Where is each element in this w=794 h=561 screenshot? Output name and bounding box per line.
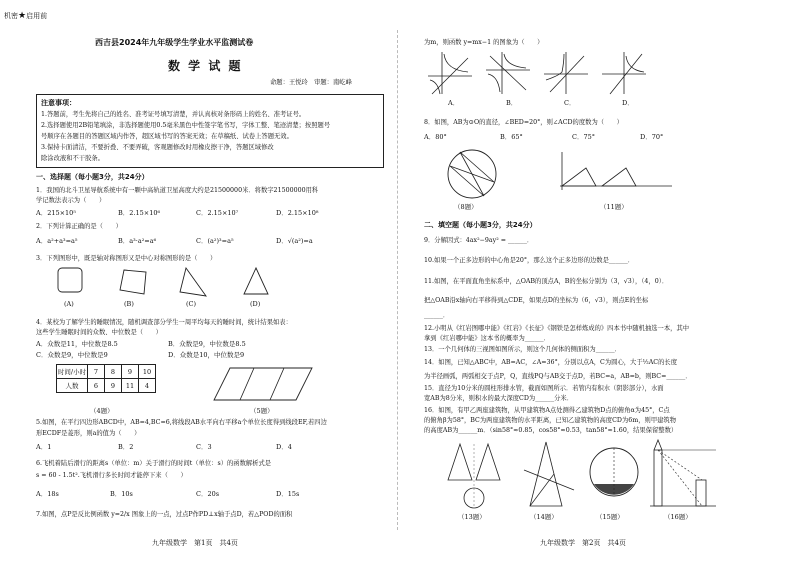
setters: 命题：王悦玲 审题：南屹峰 xyxy=(270,79,352,86)
q4-option-c: C．众数是9，中位数是9 xyxy=(36,351,108,359)
secret-mark xyxy=(4,11,47,21)
subject-title: 数 学 试 题 xyxy=(168,59,243,73)
buildings-figure-q16 xyxy=(648,436,718,510)
table-row xyxy=(57,365,156,379)
q5-stem: 形ECDF是菱形，则a的值为（ ） xyxy=(36,430,141,437)
graph-d xyxy=(602,52,646,94)
q15-caption: （15题） xyxy=(596,513,624,521)
q5-option-a: A．1 xyxy=(36,443,52,451)
q4-stem: 4．某校为了解学生的睡眠情况，随机调查部分学生一周平均每天的睡时间，统计结果如表： xyxy=(36,319,292,326)
notice-item: 除涂改液和不干胶条。 xyxy=(41,155,104,162)
table-cell: 时间/小时 xyxy=(57,365,88,379)
q6-option-a: A．18s xyxy=(36,490,59,498)
q16-stem: 16．如图，有甲乙两座建筑物，从甲建筑物A点处测得乙建筑物D点的俯角α为45°，C点 xyxy=(424,407,670,414)
page-divider xyxy=(397,30,398,530)
q5-option-d: D．4 xyxy=(276,443,292,451)
q1-stem: 1．我国的北斗卫星导航系统中有一颗中高轨道卫星高度大约是21500000米．将数字21500000用科 xyxy=(36,187,319,194)
isosceles-triangle-figure xyxy=(244,268,268,294)
q3-stem: 3．下列图形中，既是轴对称图形又是中心对称图形的是（ ） xyxy=(36,255,217,262)
q7-graphs xyxy=(428,50,668,96)
q7-label-c: C． xyxy=(564,99,576,107)
secret-label: 机密 xyxy=(4,12,18,20)
table-cell: 8 xyxy=(105,365,122,379)
q7-label-d: D． xyxy=(622,99,634,107)
q9-stem: 9．分解因式：4ax²−9ay² = ______． xyxy=(424,237,534,244)
table-cell: 10 xyxy=(139,365,156,379)
q4-caption: （4题） xyxy=(90,407,114,415)
q8-option-c: C．75° xyxy=(572,133,595,141)
q3-label-d: (D) xyxy=(250,300,261,308)
three-view-figure-q13 xyxy=(440,440,510,510)
section-2-heading: 二、填空题（每小题3分，共24分） xyxy=(424,221,537,229)
exam-title: 西吉县2024年九年级学生学业水平监测试卷 xyxy=(95,38,254,47)
q10-stem: 10.如果一个正多边形的中心角是20°，那么这个正多边形的边数是______． xyxy=(424,257,635,264)
footer-page-1: 九年级数学 第1页 共4页 xyxy=(152,539,238,547)
star-icon: ★ xyxy=(18,11,27,21)
q13-caption: （13题） xyxy=(458,513,486,521)
q6-option-c: C．20s xyxy=(196,490,220,498)
graph-a xyxy=(428,52,472,94)
q14-stem: 为半径画弧，两弧相交于点P，Q，直线PQ与AB交于点D，若BC=a，AB=b，则BC=______． xyxy=(424,373,692,380)
notice-item: 1.答题前，考生先将自己的姓名、准考证号填写清楚，并认真核对条形码上的姓名、准考证号。 xyxy=(41,111,306,118)
q2-option-c: C．(a²)³=a⁵ xyxy=(196,237,234,245)
q8-stem: 8．如图，AB为⊙O的直径，∠BED=20°，则∠ACD的度数为（ ） xyxy=(424,119,623,126)
table-cell: 7 xyxy=(88,365,105,379)
q3-label-b: (B) xyxy=(124,300,134,308)
q11-stem: ______． xyxy=(424,312,450,319)
quadrilateral-figure xyxy=(120,270,146,294)
q12-stem: 12.小明从《红岩图哪中能》《红岩》《长征》《钢铁是怎样炼成的》四本书中随机抽选一本，其中 xyxy=(424,325,690,332)
q6-stem: s = 60 - 1.5t².飞机滑行多长时间才能停下来（ ） xyxy=(36,472,187,479)
q11-stem: 把△OAB沿x轴向右平移得到△CDE，如果点D的坐标为（6，√3），则点E的坐标 xyxy=(424,297,649,304)
table-row xyxy=(57,379,156,393)
notice-title: 注意事项： xyxy=(41,99,76,107)
q4-option-d: D．众数是10，中位数是9 xyxy=(168,351,245,359)
coordinate-figure-q11 xyxy=(556,150,676,194)
q3-label-a: (A) xyxy=(64,300,74,308)
triangle-figure-q14 xyxy=(520,440,580,510)
q3-label-c: (C) xyxy=(186,300,197,308)
q16-caption: （16题） xyxy=(664,513,692,521)
table-cell: 11 xyxy=(122,379,139,393)
q1-option-b: B．2.15×10⁶ xyxy=(118,209,161,217)
secret-suffix: 启用前 xyxy=(26,12,48,20)
q5-stem: 5.如图，在平行四边形ABCD中，AB=4,BC=6,将线段AB水平向右平移a个单位长度得到线段EF,若四边 xyxy=(36,419,327,426)
q12-stem: 拿到《红岩哪中能》这本书的概率为______． xyxy=(424,335,550,342)
q13-stem: 13．一个几何体的三视图如图所示，则这个几何体的侧面积为______． xyxy=(424,346,621,353)
q1-option-c: C．2.15×10⁷ xyxy=(196,209,239,217)
pipe-figure-q15 xyxy=(586,440,642,510)
q2-option-d: D．√(a²)=a xyxy=(276,237,313,245)
notice-item: 号顺序在各题目的答题区域内作答，超区域书写的答案无效；在草稿纸、试卷上答题无效。 xyxy=(41,133,293,140)
q2-stem: 2．下列计算正确的是（ ） xyxy=(36,223,122,230)
footer-page-2: 九年级数学 第2页 共4页 xyxy=(540,539,626,547)
q11-stem: 11.如图，在平面直角坐标系中，△OAB的顶点A，B的坐标分别为（3，√3），（4，0）． xyxy=(424,278,669,285)
graph-c xyxy=(544,52,588,94)
q2-option-b: B．a³·a²=a⁶ xyxy=(118,237,157,245)
q7-stem: 为m，则函数 y=mx−1 的图象为（ ） xyxy=(424,39,544,46)
table-cell: 4 xyxy=(139,379,156,393)
q1-option-d: D．2.15×10⁸ xyxy=(276,209,319,217)
q16-stem: 的俯角β为58°，BC为两座建筑物的水平距离，已知乙建筑物的高度CD为6m，则甲建筑物 xyxy=(424,417,677,424)
q4-option-b: B．众数是9，中位数是8.5 xyxy=(168,340,246,348)
q7-label-b: B． xyxy=(506,99,518,107)
q15-stem: 宽AB为8分米，则积水的最大深度CD为______分米． xyxy=(424,395,573,402)
q6-option-b: B．10s xyxy=(110,490,133,498)
circle-figure-q8 xyxy=(440,146,510,202)
section-1-heading: 一、选择题（每小题3分，共24分） xyxy=(36,173,149,181)
q6-stem: 6.飞机着陆后滑行的距离s（单位：m）关于滑行的时间t（单位：s）的函数解析式是 xyxy=(36,460,272,467)
table-cell: 6 xyxy=(88,379,105,393)
q7-label-a: A． xyxy=(448,99,460,107)
q11-caption: （11题） xyxy=(600,203,628,211)
parallelogram-figure xyxy=(210,364,320,404)
rounded-square-figure xyxy=(58,268,82,292)
triangle-figure xyxy=(180,268,206,296)
q8-option-d: D．70° xyxy=(640,133,664,141)
q8-option-a: A．80° xyxy=(424,133,447,141)
q8-caption: （8题） xyxy=(454,203,478,211)
q7-stem: 7.如图，点P是反比例函数 y=2/x 图象上的一点，过点P作PD⊥x轴于点D，若△POD的面积 xyxy=(36,511,293,518)
table-cell: 人数 xyxy=(57,379,88,393)
sleep-table xyxy=(56,364,156,393)
notice-box xyxy=(36,94,384,168)
q5-option-c: C．3 xyxy=(196,443,212,451)
q1-stem: 学记数法表示为（ ） xyxy=(36,197,106,204)
q16-stem: 的高度AB为______m．（sin58°≈0.85，cos58°≈0.53，tan58°≈1.60，结果保留整数） xyxy=(424,427,678,434)
q2-option-a: A．a²+a³=a⁵ xyxy=(36,237,78,245)
q4-option-a: A．众数是11，中位数是8.5 xyxy=(36,340,118,348)
q8-option-b: B．65° xyxy=(500,133,523,141)
table-cell: 9 xyxy=(105,379,122,393)
q14-stem: 14．如图，已知△ABC中，AB=AC，∠A=36°，分别以点A，C为圆心，大于½AC的长度 xyxy=(424,359,678,366)
notice-item: 3.保持卡面清洁，不要折叠、不要弄破，客观题修改时用橡皮擦干净，答题区域修改 xyxy=(41,144,274,151)
q1-option-a: A．215×10⁵ xyxy=(36,209,76,217)
table-cell: 9 xyxy=(122,365,139,379)
graph-b xyxy=(486,52,530,94)
notice-item: 2.选择题使用2B铅笔填涂，非选择题使用0.5毫米黑色中性签字笔书写，字体工整、笔迹清楚；按照题号 xyxy=(41,122,331,129)
q5-option-b: B．2 xyxy=(118,443,134,451)
q15-stem: 15．直径为10分米的圆柱形排水管，截面如图所示．若管内有积水（阴影部分），水面 xyxy=(424,385,664,392)
q6-option-d: D．15s xyxy=(276,490,300,498)
q14-caption: （14题） xyxy=(530,513,558,521)
q4-stem: 这些学生睡眠时间的众数、中位数是（ ） xyxy=(36,329,162,336)
q5-caption: （5题） xyxy=(250,407,274,415)
